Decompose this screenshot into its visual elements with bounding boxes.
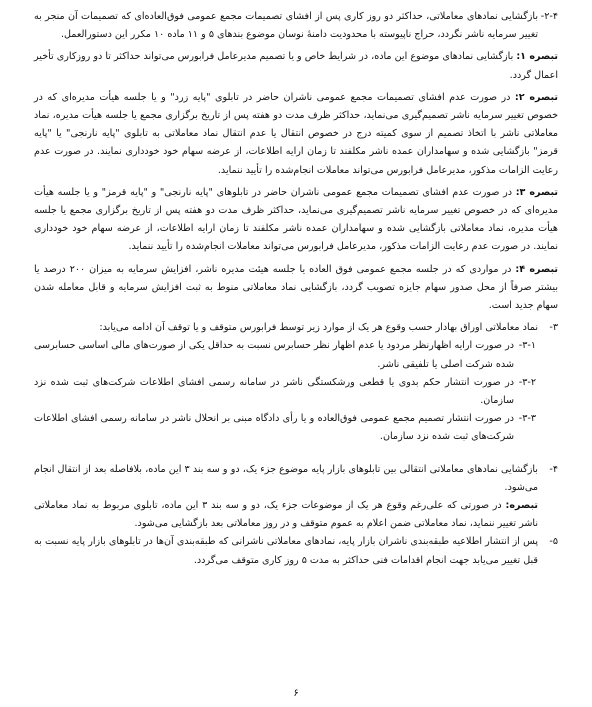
page-number: ۶ [293,688,299,699]
clause-4 [34,461,558,497]
note-title: تبصره ۲: [514,91,558,103]
clause-number: ۳- [549,322,558,334]
note-clause-4 [34,497,558,533]
note-text: در صورت عدم افشای تصمیمات مجمع عمومی ناشران حاضر در تابلوهای "پایه نارنجی" و "پایه قرمز" و یا جلسه هیأت مدیره‌ای که در خصوص تغییر سرمایه ناشر تصمیم‌گیری می‌نماید، حداکثر ظرف مدت دو هفته پس از تاریخ برگزاری مجمع یا جلسه هیأت مدیره، نماد معاملاتی بازگشایی شده و سهامداران عمده ناشر مکلفند تا زمان ارایه اطلاعات، از عرضه سهام خود خودداری نمایند. در صورت عدم رعایت الزامات مذکور، مدیرعامل فرابورس می‌تواند معاملات انجام‌شده را تأیید ننماید. [34,186,558,253]
note-title: تبصره ۴: [515,263,558,275]
clause-number: ۳-۱- [518,340,536,352]
note-text: در مواردی که در جلسه مجمع عمومی فوق العاده یا جلسه هیئت مدیره ناشر، افزایش سرمایه به میزان ۲۰۰ درصد یا بیشتر صرفاً از محل صدور سهام جایزه تصویب گردد، بازگشایی نماد معاملاتی منوط به ثبت افزایش سرمایه و قابل معامله شدن سهام جدید است. [34,263,558,312]
note-title: تبصره ۱: [516,51,558,63]
clause-3-1 [34,337,558,373]
note-4 [34,261,558,316]
note-2 [34,89,558,180]
clause-5 [34,533,558,569]
note-text: بازگشایی نمادهای موضوع این ماده، در شرایط خاص و یا تصمیم مدیرعامل فرابورس می‌تواند حداکثر تا دو روزکاری تأخیر اعمال گردد. [34,51,558,81]
clause-text: در صورت انتشار تصمیم مجمع عمومی فوق‌العاده و یا رأی دادگاه مبنی بر انحلال ناشر در سامانه رسمی افشای اطلاعات شرکت‌های ثبت شده نزد سازمان. [34,413,514,443]
clause-2-4 [34,8,558,44]
clause-text: در صورت ارایه اظهارنظر مردود یا عدم اظهار نظر حسابرس نسبت به حداقل یکی از صورت‌های مالی اساسی حسابرسی شده شرکت اصلی یا تلفیقی ناشر. [34,340,514,370]
clause-text: نماد معاملاتی اوراق بهادار حسب وقوع هر یک از موارد زیر توسط فرابورس متوقف و یا توقف آن ادامه می‌یابد: [99,322,538,334]
clause-3-3 [34,410,558,446]
note-1 [34,48,558,84]
clause-3 [34,319,558,337]
note-title: تبصره ۳: [515,186,558,198]
clause-text: پس از انتشار اطلاعیه طبقه‌بندی ناشران بازار پایه، نمادهای معاملاتی ناشرانی که طبقه‌بندی آن‌ها در تابلوهای بازار پایه نسبت به قبل تغییر می‌یابد جهت انجام اقدامات فنی حداکثر به مدت ۵ روز کاری متوقف می‌گردد. [34,536,538,566]
clause-number: ۵- [549,536,558,548]
note-title: تبصره: [505,500,538,512]
document-body [34,8,558,570]
clause-text: در صورت انتشار حکم بدوی یا قطعی ورشکستگی ناشر در سامانه رسمی افشای اطلاعات شرکت‌های ثبت شده نزد سازمان. [34,376,514,407]
clause-number: ۳-۳- [518,413,536,425]
note-3 [34,184,558,257]
note-text: در صورتی که علی‌رغم وقوع هر یک از موضوعات جزء یک، دو و سه بند ۳ این ماده، تابلوی مربوط به نماد معاملاتی ناشر تغییر ننماید، نماد معاملاتی ضمن اعلام به عموم متوقف و در روز معاملاتی بعد بازگشایی می‌شود. [34,500,538,530]
note-text: در صورت عدم افشای تصمیمات مجمع عمومی ناشران حاضر در تابلوی "پایه زرد" و یا جلسه هیأت مدیره‌ای که در خصوص تغییر سرمایه ناشر تصمیم‌گیری می‌نماید، حداکثر ظرف مدت دو هفته پس از تاریخ برگزاری مجمع یا جلسه هیأت مدیره، نماد معاملاتی ناشر با اتخاذ تصمیم از سوی کمیته درج در خصوص انتقال یا عدم انتقال نماد معاملاتی به تابلوی "پایه نارنجی" یا "پایه قرمز" بازگشایی شده و سهامداران عمده ناشر مکلفند تا زمان ارایه اطلاعات، از عرضه سهام خود خودداری نمایند. در صورت عدم رعایت الزامات مذکور، مدیرعامل فرابورس می‌تواند معاملات انجام‌شده را تأیید ننماید. [34,91,558,176]
clause-number: ۴- [549,463,558,475]
clause-number: ۳-۲- [518,376,536,388]
clause-text: بازگشایی نمادهای معاملاتی انتقالی بین تابلوهای بازار پایه موضوع جزء یک، دو و سه بند ۳ این ماده، بلافاصله بعد از انتقال انجام می‌شود. [34,463,538,493]
clause-number: ۲-۴- [540,11,558,22]
clause-3-2 [34,374,558,410]
clause-text: بازگشایی نمادهای معاملاتی، حداکثر دو روز کاری پس از افشای تصمیمات مجمع عمومی فوق‌العاده‌ای که تصمیمات آن منجر به تغییر سرمایه ناشر نگردد، حراج ناپیوسته با محدودیت دامنۀ نوسان موضوع بندهای ۵ و ۱۱ ماده ۱۰ مکرر این دستورالعمل. [34,11,538,41]
